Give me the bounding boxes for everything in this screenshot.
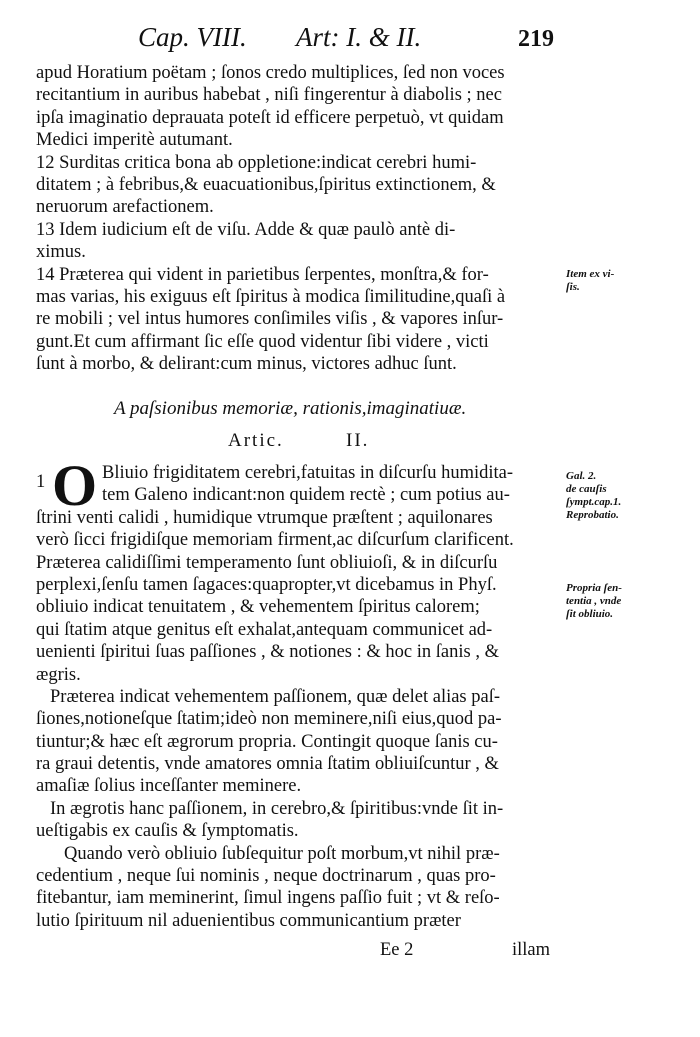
margin-note-line: Propria ſen-: [566, 582, 622, 594]
margin-note-line: de cauſis: [566, 483, 607, 495]
text-line: ra graui detentis, vnde amatores omnia ſtatim obliuiſcuntur , &: [36, 754, 499, 775]
margin-note-visions: [566, 268, 614, 294]
text-line: fitebantur, iam meminerint, ſimul ingens paſſio fuit ; vt & reſo-: [36, 888, 500, 909]
margin-note-line: ſympt.cap.1.: [566, 496, 622, 508]
paragraph-number: 1: [36, 472, 46, 492]
text-block-1: [36, 62, 566, 375]
text-line: perplexi,ſenſu tamen ſagaces:quapropter,vt dicebamus in Phyſ.: [36, 574, 497, 595]
margin-note-line: Item ex vi-: [566, 268, 615, 280]
text-line: apud Horatium poëtam ; ſonos credo multiplices, ſed non voces: [36, 63, 505, 83]
text-line: verò ſicci frigidiſque memoriam firment,ac diſcurſum clarificent.: [36, 530, 514, 551]
margin-note-line: tentia , vnde: [566, 595, 622, 607]
text-line: mas varias, his exiguus eſt ſpiritus à modica ſimilitudine,quaſi à: [36, 286, 506, 307]
margin-note-line: Gal. 2.: [566, 470, 597, 482]
margin-note-line: ſis.: [566, 281, 580, 293]
running-head-articles: Art: I. & II.: [296, 22, 422, 52]
text-line: 13 Idem iudicium eſt de viſu. Adde & quæ paulò antè di-: [36, 219, 456, 240]
signature-mark: Ee 2: [380, 940, 414, 960]
text-line: qui ſtatim atque genitus eſt exhalat,antequam communicet ad-: [36, 619, 493, 640]
text-line: ſiones,notioneſque ſtatim;ideò non meminere,niſi eius,quod pa-: [36, 709, 502, 730]
page-number: 219: [518, 26, 554, 52]
margin-note-galen: [566, 470, 621, 522]
text-line: re mobili ; vel intus humores conſimiles viſis , & vapores inſur-: [36, 309, 504, 330]
text-line: neruorum arefactionem.: [36, 197, 214, 218]
text-line: Bliuio frigiditatem cerebri,fatuitas in diſcurſu humidita-: [102, 463, 514, 483]
text-line: Præterea indicat vehementem paſſionem, quæ delet alias paſ-: [50, 686, 501, 707]
margin-note-opinion: [566, 582, 622, 621]
text-line: obliuio indicat tenuitatem , & vehementem ſpiritus calorem;: [36, 597, 480, 618]
text-line: ſunt à morbo, & delirant:cum minus, victores adhuc ſunt.: [36, 354, 457, 375]
article-label: Artic.: [228, 430, 284, 451]
text-line: Præterea calidiſſimi temperamento ſunt obliuioſi, & in diſcurſu: [36, 552, 498, 573]
text-line: ægris.: [36, 664, 81, 685]
margin-note-line: Reprobatio.: [566, 509, 619, 521]
text-line: Quando verò obliuio ſubſequitur poſt morbum,vt nihil præ-: [64, 843, 500, 864]
drop-cap: O: [52, 453, 98, 518]
text-line: ſtrini venti calidi , humidique vtrumque præſtent ; aquilonares: [36, 507, 493, 528]
text-block-2: [36, 453, 566, 932]
text-line: ipſa imaginatio deprauata poteſt id efficere perpetuò, vt quidam: [36, 107, 504, 128]
catchword: illam: [512, 940, 551, 960]
text-line: cedentium , neque ſui nominis , neque doctrinarum , quas pro-: [36, 866, 496, 887]
text-line: ueſtigabis ex cauſis & ſymptomatis.: [36, 821, 299, 842]
margin-note-line: ſit obliuio.: [566, 608, 614, 620]
text-line: gunt.Et cum affirmant ſic eſſe quod videntur ſibi videre , victi: [36, 331, 489, 352]
text-line: 12 Surditas critica bona ab oppletione:indicat cerebri humi-: [36, 152, 477, 173]
article-number: II.: [346, 430, 370, 451]
text-line: lutio ſpirituum nil aduenientibus communicantium præter: [36, 910, 461, 931]
text-line: tiuntur;& hæc eſt ægrorum propria. Contingit quoque ſanis cu-: [36, 731, 498, 752]
text-line: ditatem ; à febribus,& euacuationibus,ſpiritus extinctionem, &: [36, 174, 496, 195]
text-line: amaſiæ ſolius inceſſanter meminere.: [36, 776, 302, 797]
running-head-chapter: Cap. VIII.: [138, 22, 247, 52]
text-line: uenienti ſpiritui ſuas paſſiones , & notiones : & hoc in ſanis , &: [36, 642, 499, 663]
section-heading: A paſsionibus memoriæ, rationis,imaginatiuæ.: [114, 398, 467, 419]
text-line: In ægrotis hanc paſſionem, in cerebro,& ſpiritibus:vnde ſit in-: [50, 798, 504, 819]
text-line: recitantium in auribus habebat , niſi fingerentur à diabolis ; nec: [36, 85, 502, 106]
text-line: tem Galeno indicant:non quidem rectè ; cum potius au-: [102, 485, 510, 506]
text-line: 14 Præterea qui vident in parietibus ſerpentes, monſtra,& for-: [36, 264, 489, 285]
text-line: ximus.: [36, 242, 86, 263]
text-line: Medici imperitè autumant.: [36, 130, 233, 151]
